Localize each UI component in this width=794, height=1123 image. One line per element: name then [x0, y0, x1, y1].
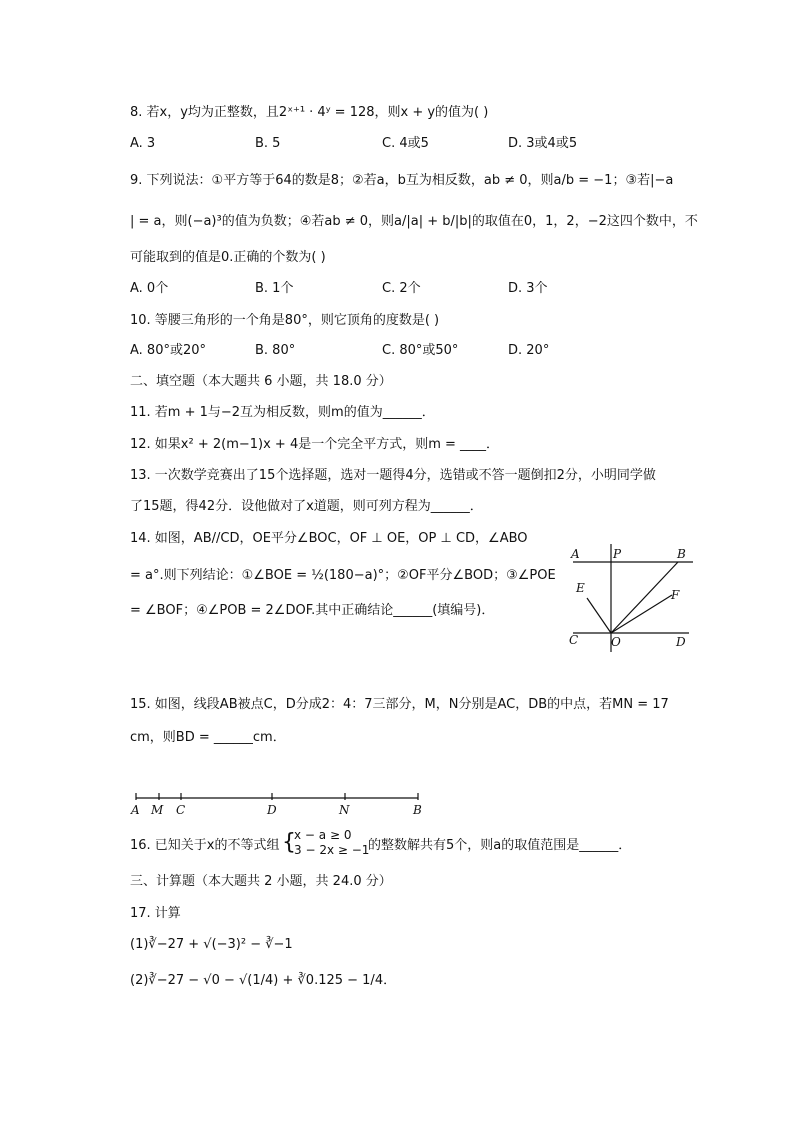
q14-label-a: A [571, 547, 580, 561]
q14-label-e: E [576, 581, 585, 595]
q16-brace: { [282, 830, 296, 855]
q9-option-b: B. 1个 [255, 281, 294, 296]
q15-label-n: N [339, 803, 350, 817]
q17-title: 17. 计算 [130, 906, 181, 921]
q12: 12. 如果x² + 2(m−1)x + 4是一个完全平方式，则m = ____． [130, 437, 500, 452]
q13-line-2: 了15题，得42分．设他做对了x道题，则可列方程为______． [130, 499, 483, 514]
q15-figure [130, 790, 430, 820]
q16-inequality-2: 3 − 2x ≥ −1 [294, 843, 370, 857]
q16-inequality-1: x − a ≥ 0 [294, 828, 352, 842]
q15-line-1: 15. 如图，线段AB被点C，D分成2：4：7三部分，M，N分别是AC，DB的中点，若MN = 17 [130, 697, 669, 712]
q14-label-f: F [671, 588, 680, 602]
q9-option-c: C. 2个 [382, 281, 421, 296]
q15-label-m: M [151, 803, 164, 817]
q14-line-1: 14. 如图，AB//CD，OE平分∠BOC，OF ⊥ OE，OP ⊥ CD，∠ABO [130, 531, 528, 546]
q10-option-a: A. 80°或20° [130, 343, 207, 358]
q8-option-b: B. 5 [255, 136, 281, 151]
q14-label-b: B [677, 547, 686, 561]
q8-option-a: A. 3 [130, 136, 156, 151]
q9-line-1: 9. 下列说法：①平方等于64的数是8；②若a，b互为相反数，ab ≠ 0，则a/b = −1；③若|−a [130, 173, 674, 188]
q14-label-p: P [613, 547, 622, 561]
q15-line-2: cm，则BD = ______cm． [130, 730, 286, 745]
q9-line-3: 可能取到的值是0.正确的个数为( ) [130, 250, 326, 265]
q14-label-d: D [676, 635, 686, 649]
q14-label-o: O [611, 635, 621, 649]
q11: 11. 若m + 1与−2互为相反数，则m的值为______． [130, 405, 435, 420]
q15-label-b: B [413, 803, 422, 817]
q14-label-c: C [569, 633, 579, 647]
q14-line-2: = a°.则下列结论：①∠BOE = ½(180−a)°；②OF平分∠BOD；③∠POE [130, 568, 556, 583]
q16-prefix: 16. 已知关于x的不等式组 [130, 838, 280, 853]
q13-line-1: 13. 一次数学竞赛出了15个选择题，选对一题得4分，选错或不答一题倒扣2分，小明同学做 [130, 468, 656, 483]
q10-stem: 10. 等腰三角形的一个角是80°，则它顶角的度数是( ) [130, 313, 440, 328]
q10-option-b: B. 80° [255, 343, 296, 358]
q10-option-d: D. 20° [508, 343, 550, 358]
q14-figure [565, 540, 700, 655]
q15-label-a: A [131, 803, 140, 817]
q9-option-a: A. 0个 [130, 281, 169, 296]
q15-label-d: D [267, 803, 277, 817]
section-2-heading: 二、填空题（本大题共 6 小题，共 18.0 分） [130, 374, 392, 389]
section-3-heading: 三、计算题（本大题共 2 小题，共 24.0 分） [130, 874, 392, 889]
q8-stem: 8. 若x，y均为正整数，且2ˣ⁺¹ · 4ʸ = 128，则x + y的值为( ) [130, 105, 489, 120]
q16-suffix: 的整数解共有5个，则a的取值范围是______． [368, 838, 632, 853]
q8-option-d: D. 3或4或5 [508, 136, 578, 151]
q14-line-3: = ∠BOF；④∠POB = 2∠DOF.其中正确结论______(填编号)． [130, 603, 495, 618]
q9-option-d: D. 3个 [508, 281, 548, 296]
q15-label-c: C [176, 803, 186, 817]
q17-part-1: (1)∛−27 + √(−3)² − ∛−1 [130, 937, 293, 952]
q8-option-c: C. 4或5 [382, 136, 429, 151]
q9-line-2: | = a，则(−a)³的值为负数；④若ab ≠ 0，则a/|a| + b/|b|的取值在0，1，2，−2这四个数中，不 [130, 214, 698, 229]
q17-part-2: (2)∛−27 − √0 − √(1/4) + ∛0.125 − 1/4． [130, 973, 397, 988]
q10-option-c: C. 80°或50° [382, 343, 459, 358]
